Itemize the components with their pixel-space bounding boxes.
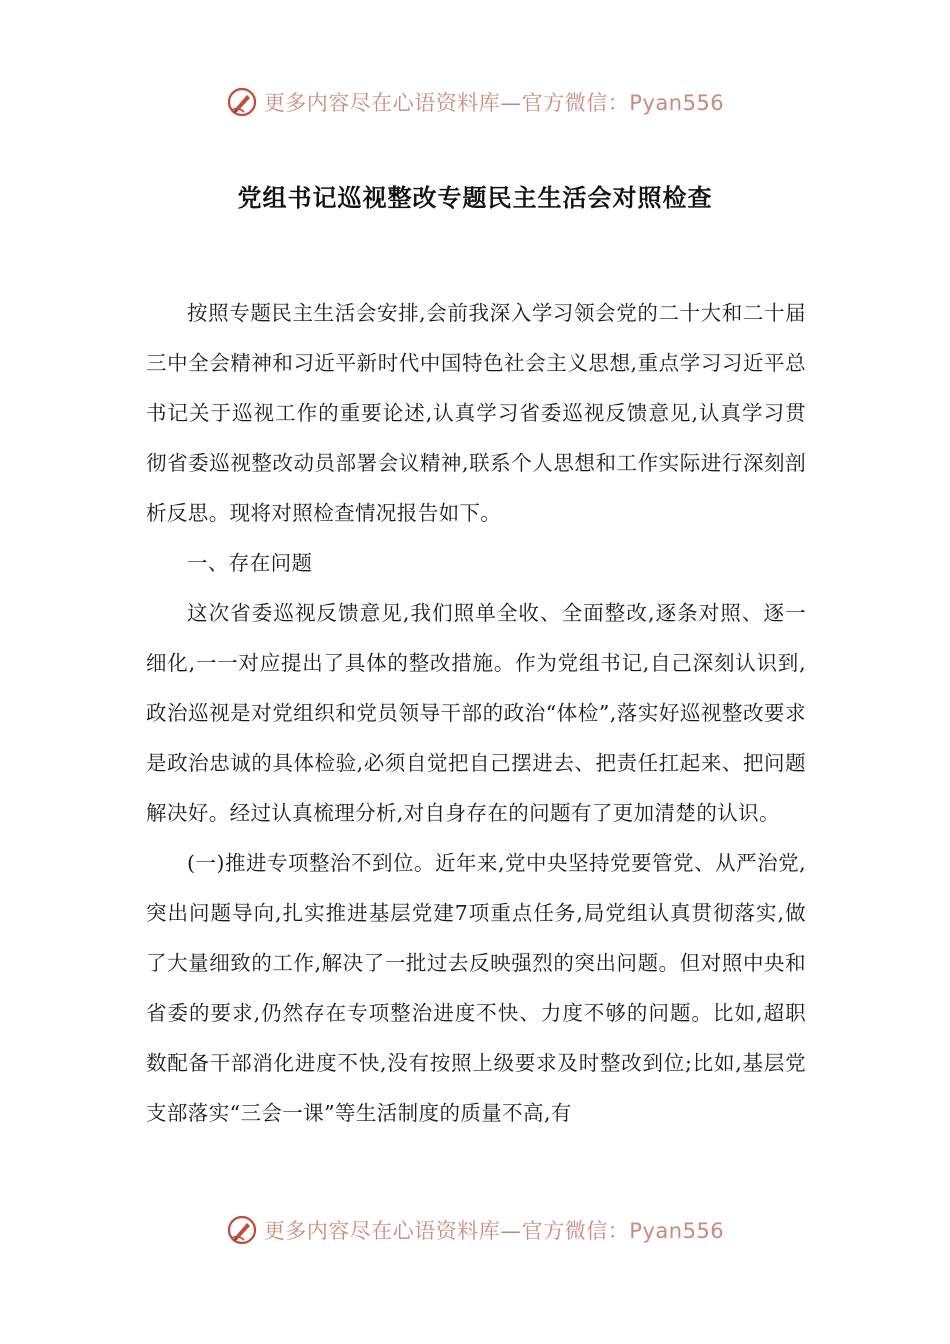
section-heading-problems: 一、存在问题 [187,551,313,575]
watermark-text: 更多内容尽在心语资料库—官方微信：Pyan556 [263,1219,725,1243]
watermark-banner-bottom [0,1208,950,1252]
watermark-banner-top [0,80,950,124]
paragraph-feedback: 这次省委巡视反馈意见,我们照单全收、全面整改,逐条对照、逐一细化,一一对应提出了具体的整改措施。作为党组书记,自己深刻认识到,政治巡视是对党组织和党员领导干部的政治“体检”,落实好巡视整改要求是政治忠诚的具体检验,必须自觉把自己摆进去、把责任扛起来、把问题解决好。经过认真梳理分析,对自身存在的问题有了更加清楚的认识。 [146,601,806,825]
document-body [146,288,806,1138]
watermark-text: 更多内容尽在心语资料库—官方微信：Pyan556 [263,91,725,115]
paragraph-intro: 按照专题民主生活会安排,会前我深入学习领会党的二十大和二十届三中全会精神和习近平新时代中国特色社会主义思想,重点学习习近平总书记关于巡视工作的重要论述,认真学习省委巡视反馈意见,认真学习贯彻省委巡视整改动员部署会议精神,联系个人思想和工作实际进行深刻剖析反思。现将对照检查情况报告如下。 [146,301,806,525]
pen-logo-icon [226,1214,258,1246]
pen-logo-icon [226,86,258,118]
document-title: 党组书记巡视整改专题民主生活会对照检查 [237,184,713,212]
paragraph-item-one: (一)推进专项整治不到位。近年来,党中央坚持党要管党、从严治党,突出问题导向,扎实推进基层党建7项重点任务,局党组认真贯彻落实,做了大量细致的工作,解决了一批过去反映强烈的突出问题。但对照中央和省委的要求,仍然存在专项整治进度不快、力度不够的问题。比如,超职数配备干部消化进度不快,没有按照上级要求及时整改到位;比如,基层党支部落实“三会一课”等生活制度的质量不高,有 [146,851,806,1125]
